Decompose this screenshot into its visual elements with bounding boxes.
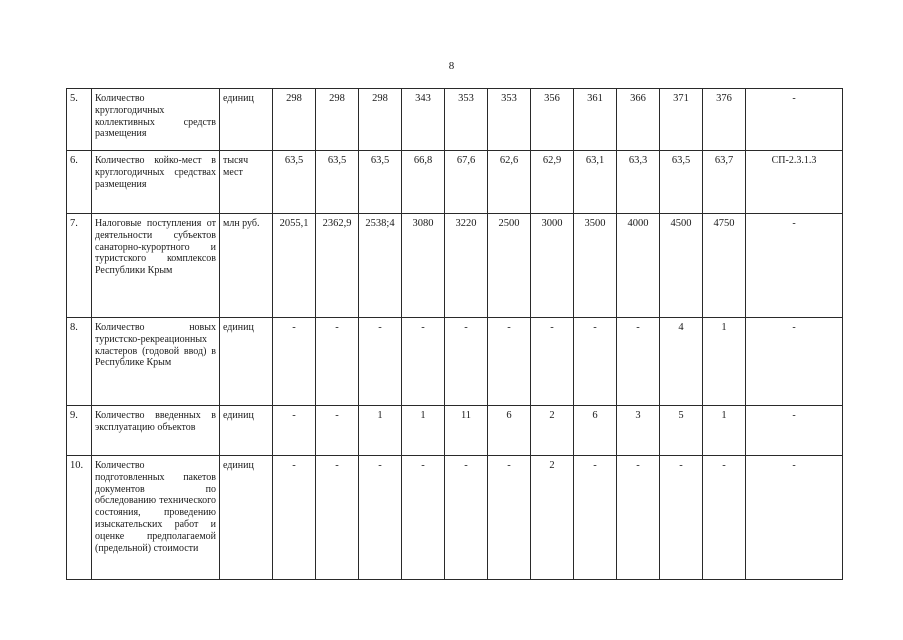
value-cell: - — [445, 318, 488, 406]
value-cell: - — [402, 456, 445, 580]
value-cell: 2 — [531, 456, 574, 580]
value-cell: - — [660, 456, 703, 580]
row-number-cell: 8. — [67, 318, 92, 406]
table-row — [67, 89, 843, 151]
unit-cell: единиц — [220, 406, 273, 456]
value-cell: - — [316, 318, 359, 406]
table-row — [67, 214, 843, 318]
value-cell: 63,1 — [574, 151, 617, 214]
value-cell: 356 — [531, 89, 574, 151]
value-cell: 4750 — [703, 214, 746, 318]
reference-code-cell: - — [746, 89, 843, 151]
value-cell: 2055,1 — [273, 214, 316, 318]
value-cell: - — [617, 318, 660, 406]
value-cell: - — [273, 406, 316, 456]
value-cell: 366 — [617, 89, 660, 151]
value-cell: 4 — [660, 318, 703, 406]
value-cell: 62,9 — [531, 151, 574, 214]
value-cell: - — [703, 456, 746, 580]
row-number-cell: 9. — [67, 406, 92, 456]
value-cell: 1 — [402, 406, 445, 456]
table-row — [67, 406, 843, 456]
value-cell: 63,7 — [703, 151, 746, 214]
value-cell: - — [488, 456, 531, 580]
unit-cell: млн руб. — [220, 214, 273, 318]
value-cell: - — [273, 318, 316, 406]
value-cell: 6 — [488, 406, 531, 456]
indicator-name-cell: Количество койко-мест в круглогодичных средствах размещения — [92, 151, 220, 214]
value-cell: 2538;4 — [359, 214, 402, 318]
value-cell: 353 — [445, 89, 488, 151]
value-cell: 63,5 — [316, 151, 359, 214]
value-cell: - — [445, 456, 488, 580]
value-cell: - — [488, 318, 531, 406]
indicator-name-cell: Количество круглогодичных коллективных средств размещения — [92, 89, 220, 151]
unit-cell: тысяч мест — [220, 151, 273, 214]
indicators-table — [66, 88, 843, 580]
value-cell: 3 — [617, 406, 660, 456]
value-cell: 63,5 — [660, 151, 703, 214]
indicator-name-cell: Количество новых туристско-рекреационных кластеров (годовой ввод) в Республике Крым — [92, 318, 220, 406]
table-body — [67, 89, 843, 580]
value-cell: 6 — [574, 406, 617, 456]
value-cell: 4000 — [617, 214, 660, 318]
row-number-cell: 10. — [67, 456, 92, 580]
indicator-name-cell: Количество подготовленных пакетов документов по обследованию технического состояния, проведению изыскательских работ и оценке предполагаемой (предельной) стоимости — [92, 456, 220, 580]
table-row — [67, 456, 843, 580]
value-cell: 11 — [445, 406, 488, 456]
table-row — [67, 151, 843, 214]
value-cell: - — [316, 406, 359, 456]
unit-cell: единиц — [220, 89, 273, 151]
value-cell: 63,3 — [617, 151, 660, 214]
value-cell: 3500 — [574, 214, 617, 318]
value-cell: 4500 — [660, 214, 703, 318]
indicator-name-cell: Налоговые поступления от деятельности субъектов санаторно-курортного и туристского комплексов Республики Крым — [92, 214, 220, 318]
value-cell: 361 — [574, 89, 617, 151]
value-cell: - — [531, 318, 574, 406]
value-cell: 298 — [359, 89, 402, 151]
unit-cell: единиц — [220, 456, 273, 580]
page-number: 8 — [448, 60, 455, 72]
value-cell: 343 — [402, 89, 445, 151]
value-cell: 2 — [531, 406, 574, 456]
value-cell: 2500 — [488, 214, 531, 318]
value-cell: 66,8 — [402, 151, 445, 214]
table-row — [67, 318, 843, 406]
value-cell: 298 — [273, 89, 316, 151]
value-cell: 376 — [703, 89, 746, 151]
value-cell: 67,6 — [445, 151, 488, 214]
value-cell: 353 — [488, 89, 531, 151]
value-cell: - — [402, 318, 445, 406]
value-cell: 371 — [660, 89, 703, 151]
value-cell: - — [359, 318, 402, 406]
reference-code-cell: - — [746, 318, 843, 406]
value-cell: - — [574, 456, 617, 580]
value-cell: 298 — [316, 89, 359, 151]
row-number-cell: 7. — [67, 214, 92, 318]
row-number-cell: 6. — [67, 151, 92, 214]
value-cell: 63,5 — [359, 151, 402, 214]
value-cell: - — [617, 456, 660, 580]
row-number-cell: 5. — [67, 89, 92, 151]
value-cell: 3080 — [402, 214, 445, 318]
value-cell: 5 — [660, 406, 703, 456]
reference-code-cell: СП-2.3.1.3 — [746, 151, 843, 214]
value-cell: 3000 — [531, 214, 574, 318]
value-cell: - — [316, 456, 359, 580]
value-cell: 63,5 — [273, 151, 316, 214]
unit-cell: единиц — [220, 318, 273, 406]
value-cell: 62,6 — [488, 151, 531, 214]
reference-code-cell: - — [746, 214, 843, 318]
indicator-name-cell: Количество введенных в эксплуатацию объектов — [92, 406, 220, 456]
reference-code-cell: - — [746, 456, 843, 580]
value-cell: - — [273, 456, 316, 580]
value-cell: 2362,9 — [316, 214, 359, 318]
reference-code-cell: - — [746, 406, 843, 456]
value-cell: 1 — [359, 406, 402, 456]
value-cell: 1 — [703, 318, 746, 406]
value-cell: 1 — [703, 406, 746, 456]
value-cell: - — [574, 318, 617, 406]
value-cell: 3220 — [445, 214, 488, 318]
value-cell: - — [359, 456, 402, 580]
